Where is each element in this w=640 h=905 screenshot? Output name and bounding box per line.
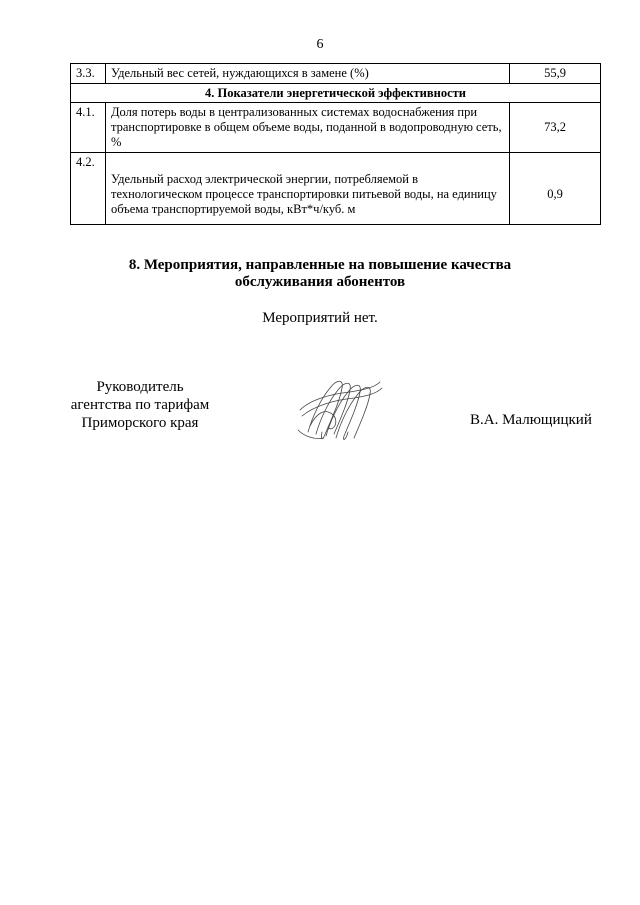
indicators-table	[70, 63, 601, 225]
row-number: 4.2.	[71, 153, 106, 225]
handwritten-signature-icon	[290, 370, 390, 450]
row-number: 4.1.	[71, 103, 106, 153]
signer-position	[60, 378, 220, 432]
section-8-title-line-1: 8. Мероприятия, направленные на повышение качества	[128, 257, 512, 273]
signer-position-line-3: Приморского края	[81, 415, 199, 431]
signer-position-line-1: Руководитель	[96, 379, 184, 395]
table-row	[71, 64, 601, 84]
row-value: 55,9	[510, 64, 601, 84]
section-8-body: Мероприятий нет.	[262, 310, 378, 326]
page-number: 6	[316, 37, 324, 52]
table-row	[71, 103, 601, 153]
row-description: Удельный вес сетей, нуждающихся в замене (%)	[106, 64, 510, 84]
signer-position-line-2: агентства по тарифам	[70, 397, 210, 413]
signer-name: В.А. Малющицкий	[470, 412, 592, 428]
row-number: 3.3.	[71, 64, 106, 84]
section-heading: 4. Показатели энергетической эффективности	[71, 84, 601, 103]
section-8-title-line-2: обслуживания абонентов	[234, 274, 406, 290]
row-value: 0,9	[510, 153, 601, 225]
row-description: Удельный расход электрической энергии, потребляемой в технологическом процессе транспортировки питьевой воды, на единицу объема транспортируемой воды, кВт*ч/куб. м	[106, 153, 510, 225]
section-8-title	[0, 257, 640, 291]
table-row	[71, 153, 601, 225]
table-section-row	[71, 84, 601, 103]
row-value: 73,2	[510, 103, 601, 153]
row-description: Доля потерь воды в централизованных системах водоснабжения при транспортировке в общем объеме воды, поданной в водопроводную сеть, %	[106, 103, 510, 153]
